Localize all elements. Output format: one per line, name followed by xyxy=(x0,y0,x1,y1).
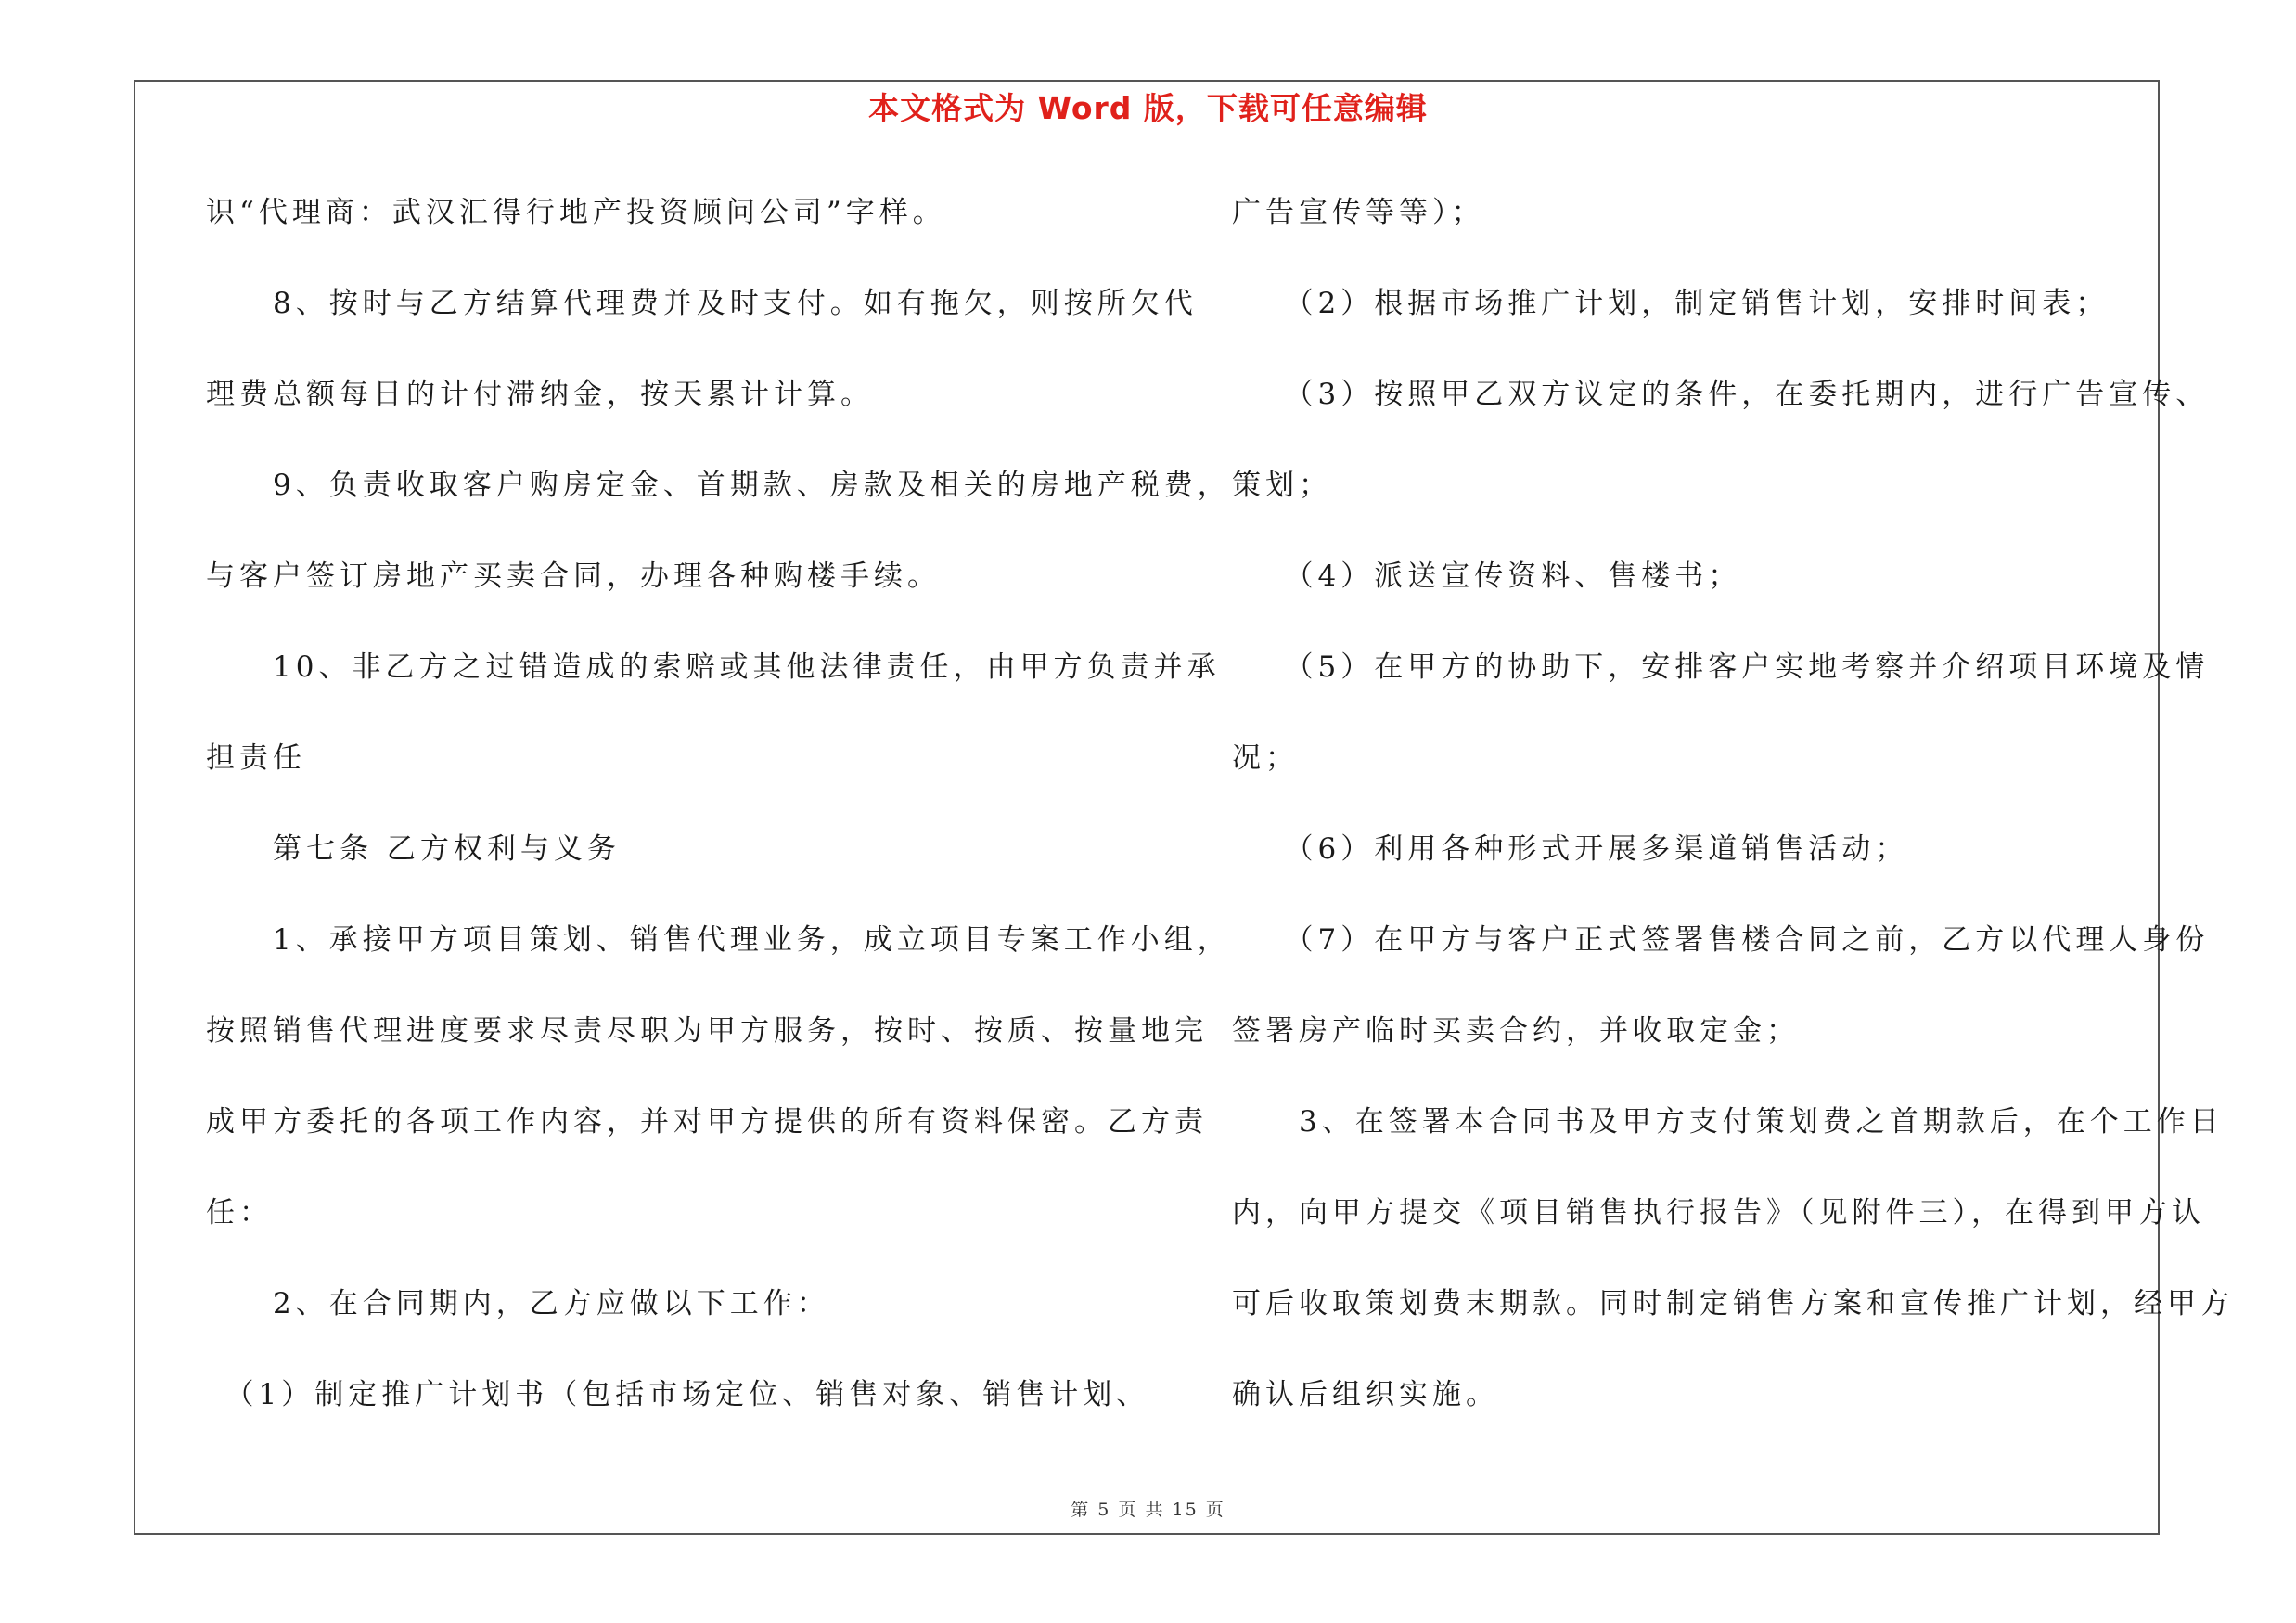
text-line: （3）按照甲乙双方议定的条件，在委托期内，进行广告宣传、 xyxy=(1232,378,2210,411)
text-line: （7）在甲方与客户正式签署售楼合同之前，乙方以代理人身份 xyxy=(1232,923,2210,957)
text-line: 按照销售代理进度要求尽责尽职为甲方服务，按时、按质、按量地完 xyxy=(206,1014,1208,1048)
text-line: 策划； xyxy=(1232,469,1332,502)
text-line: 10、非乙方之过错造成的索赔或其他法律责任，由甲方负责并承 xyxy=(206,650,1221,684)
text-line: 担责任 xyxy=(206,741,306,775)
text-line: 8、按时与乙方结算代理费并及时支付。如有拖欠，则按所欠代 xyxy=(206,287,1198,320)
text-line: （5）在甲方的协助下，安排客户实地考察并介绍项目环境及情 xyxy=(1232,650,2210,684)
section-heading: 第七条 乙方权利与义务 xyxy=(206,832,621,866)
right-column xyxy=(1232,178,2234,1451)
text-line: （2）根据市场推广计划，制定销售计划，安排时间表； xyxy=(1232,287,2110,320)
left-column xyxy=(206,178,1231,1451)
text-line: 识“代理商：武汉汇得行地产投资顾问公司”字样。 xyxy=(206,196,946,229)
text-line: 广告宣传等等）； xyxy=(1232,196,1485,229)
text-line: 任： xyxy=(206,1196,273,1230)
text-line: 1、承接甲方项目策划、销售代理业务，成立项目专案工作小组， xyxy=(206,923,1231,957)
word-format-banner: 本文格式为 Word 版，下载可任意编辑 xyxy=(868,90,1428,126)
text-line: 与客户签订房地产买卖合同，办理各种购楼手续。 xyxy=(206,560,941,593)
page-number: 第 5 页 共 15 页 xyxy=(1071,1500,1225,1520)
text-line: 签署房产临时买卖合约，并收取定金； xyxy=(1232,1014,1800,1048)
text-line: 2、在合同期内，乙方应做以下工作： xyxy=(206,1287,830,1320)
text-line: 确认后组织实施。 xyxy=(1232,1378,1499,1411)
text-line: 理费总额每日的计付滞纳金，按天累计计算。 xyxy=(206,378,874,411)
text-line: 可后收取策划费末期款。同时制定销售方案和宣传推广计划，经甲方 xyxy=(1232,1287,2234,1320)
text-line: 3、在签署本合同书及甲方支付策划费之首期款后，在个工作日 xyxy=(1232,1105,2224,1139)
text-line: 成甲方委托的各项工作内容，并对甲方提供的所有资料保密。乙方责 xyxy=(206,1105,1208,1139)
text-line: （1）制定推广计划书（包括市场定位、销售对象、销售计划、 xyxy=(206,1378,1150,1411)
text-line: （4）派送宣传资料、售楼书； xyxy=(1232,560,1742,593)
text-line: （6）利用各种形式开展多渠道销售活动； xyxy=(1232,832,1909,866)
text-line: 况； xyxy=(1232,741,1299,775)
text-line: 内，向甲方提交《项目销售执行报告》（见附件三），在得到甲方认 xyxy=(1232,1196,2205,1230)
text-line: 9、负责收取客户购房定金、首期款、房款及相关的房地产税费， xyxy=(206,469,1231,502)
